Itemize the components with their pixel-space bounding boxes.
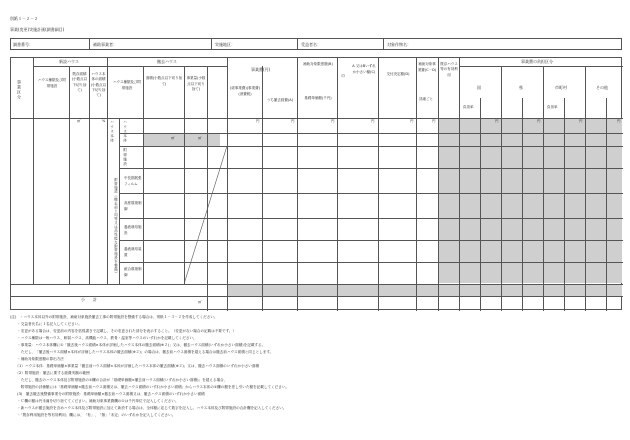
note-line: (3) 撤去撤去後整備事業分の附帯施設：基礎単価額×撤去前ハウス面積又は、撤去ハウス面積のいずれか小さい面積: [10, 392, 205, 396]
unit-sqm-3: ㎡: [198, 136, 202, 140]
shade-cost-sharing: [459, 118, 622, 283]
header-country: 国: [477, 85, 481, 90]
header-old-house: 既存ハウス等の有効利用: [440, 62, 458, 77]
unit-sqm-1: ㎡: [77, 119, 81, 123]
header-the: の: [341, 73, 345, 78]
row-attached: 附帯施設: [123, 148, 128, 167]
info-row: [10, 38, 622, 50]
row-section-attached: 附帯施設（撤去前と同等又は高性能な附帯施設を整備）: [113, 178, 118, 276]
main-table: [10, 57, 622, 310]
note-line: ・補助対象限度額の算出方法: [10, 357, 64, 361]
header-area: 面積(小数点以下切り捨て): [145, 76, 183, 86]
row-item-4: 養液栽培装置: [124, 247, 142, 258]
header-new-area: ハウス本体の面積(小数点以下切り捨て): [90, 72, 107, 97]
note-line: ・交益者氏名に１名記入してください。: [10, 322, 82, 326]
form-title: 事業(変更)実施計画(調書細目): [10, 27, 65, 32]
header-subsidy-base: 補助対象限度額(B): [303, 62, 333, 66]
diagonal-strike: [184, 146, 227, 284]
header-rate-1: 負担率: [463, 105, 474, 109]
unit-yen-10: 円: [617, 119, 621, 123]
header-detail: 詳細ごと: [419, 97, 433, 101]
note-line: ・ハウス種類は一般ハウス、軟弱ハウス、高機能ハウス、鉄骨・温室等ハウスのいずれかを記載してください。: [10, 336, 197, 340]
unit-yen-7: 円: [495, 119, 499, 123]
header-project-cost: 事業費(円): [251, 67, 271, 72]
note-line: ・事業量：ハウス本体欄に①「撤去後ハウス面積×本体が評価したハウス本体の撤去面積(※２)」又は、撤去ハウス面積(いずれか小さい面積)を記載する。: [10, 343, 266, 347]
note-line: ・「既存利用施設を等有効利用」欄には、「有」、「無」「未定」のいずれかを記入してください。: [10, 413, 176, 417]
unit-yen-4: 円: [371, 119, 375, 123]
header-demolish-type: ハウス種類及び附帯施設: [113, 80, 141, 90]
header-workload: 事業量(小数点以下切り捨て): [186, 76, 206, 92]
header-other: その他: [596, 85, 608, 90]
unit-yen-5: 円: [410, 119, 414, 123]
note-line: (注) ・ハウス本体以外の附帯施設、補助対象施設撤去工事の附帯施設を整備する場合は、別紙１－３－２を作成してください。: [10, 315, 218, 319]
unit-yen-3: 円: [331, 119, 335, 123]
target-crop-label: 対象作物名：: [387, 42, 411, 47]
header-cost-sub2: うち撤去経費(A): [266, 98, 294, 102]
note-line: ・変更がある場合は、変更前の内容を括弧書きで記載し、その変更された部分を表示すること。（変更がない場合の記載は不要です。）: [10, 329, 237, 333]
row-total: 小 計: [81, 297, 97, 302]
unit-sqm-4: ㎡: [198, 300, 202, 304]
note-line: （2）附帯施設：撤去に要する経費実額の範囲: [10, 371, 90, 375]
header-min-ab: A 又はBいずれか小さい額(C): [352, 64, 376, 74]
row-item-3: 養液栽培施設: [124, 225, 142, 236]
note-line: ただし、「撤去後ハウス面積×本体が評価したハウス本体の撤去面積(※２)」の場合は、撤去前ハウス面積を超える場合は撤去前ハウス面積と同じとします。: [10, 350, 274, 354]
header-house-type: ハウス種類及び附帯施設: [38, 78, 66, 88]
row-house-body-b: ハウス本体: [123, 120, 128, 143]
header-municipality: 市町村: [555, 85, 567, 90]
shade-total-row: [227, 284, 622, 296]
header-base-unit: 基礎単価額(千円): [304, 96, 332, 100]
unit-yen-6: 円: [432, 119, 436, 123]
header-cost-sharing: 事業費の負担区分: [521, 59, 553, 64]
header-subsidy-target: 補助対象事業費(C－D): [417, 62, 437, 72]
note-line: （1）ハウス本体：基礎単価額×事業量「撤去前ハウス面積×本体が評価したハウス本体の撤去面積(※２)」又は、撤去ハウス面積のいずれか小さい面積: [10, 364, 260, 368]
unit-yen-8: 円: [537, 119, 541, 123]
note-line: 附帯施設の評価額には「基礎単価額×撤去前ハウス面積又は、撤去ハウス面積のいずれか小さい面積」からハウス本体の①欄の額を差し引いた額を記載してください。: [10, 385, 290, 389]
row-item-5: 統合環境制御: [124, 267, 142, 278]
beneficiary-name-label: 受益者名：: [301, 42, 321, 47]
header-cost-sub1: (総事業費)(事業費)(消費税): [230, 86, 260, 96]
header-demolish-house: 撤去ハウス: [157, 59, 177, 64]
unit-yen-9: 円: [579, 119, 583, 123]
form-number: 別紙１－２－２: [10, 16, 38, 21]
header-rate-3: 負担率: [547, 105, 558, 109]
subsidized-entity-label: 補助事業者：: [93, 42, 117, 47]
header-prefecture: 県: [519, 85, 523, 90]
row-house-body-a: ハウス本体: [110, 120, 115, 143]
header-existing-area: 既存面積(小数点以下切り捨て): [71, 72, 88, 92]
note-line: ・Ｃ欄の額は円未満を切り捨ててください。補助対象事業費欄の①は千円単位で記入してください。: [10, 399, 179, 403]
unit-yen-1: 円: [256, 119, 260, 123]
note-line: ただし、撤去のハウス本体及び附帯施設の①欄の合計が「基礎単価額×撤去前ハウス面積(いずれか小さい面積)」を超える場合、: [10, 378, 228, 382]
shade-old-house: [438, 118, 459, 283]
header-jigyo-kubun: 事業区分: [17, 80, 22, 100]
row-item-1: 中長期展張フィルム: [124, 176, 142, 187]
unit-pct: %: [102, 119, 106, 123]
row-item-2: 高度環境制御: [124, 201, 142, 212]
note-line: ・新ハウスが撤去施設を含めハウス本体及び附帯施設に加えて新設する場合は、全体額に応じて数字を記入し、ハウス本体及び附帯施設の合計欄を記入してください。: [10, 406, 287, 410]
header-grant: 交付決定額(D): [386, 72, 410, 76]
shade-attached-area: [143, 133, 220, 146]
header-new-house: 新設ハウス: [59, 59, 79, 64]
survey-number-label: 調書番号：: [13, 42, 33, 47]
unit-yen-2: 円: [291, 119, 295, 123]
unit-sqm-2: ㎡: [171, 136, 175, 140]
implementation-area-label: 実施地区：: [215, 42, 235, 47]
